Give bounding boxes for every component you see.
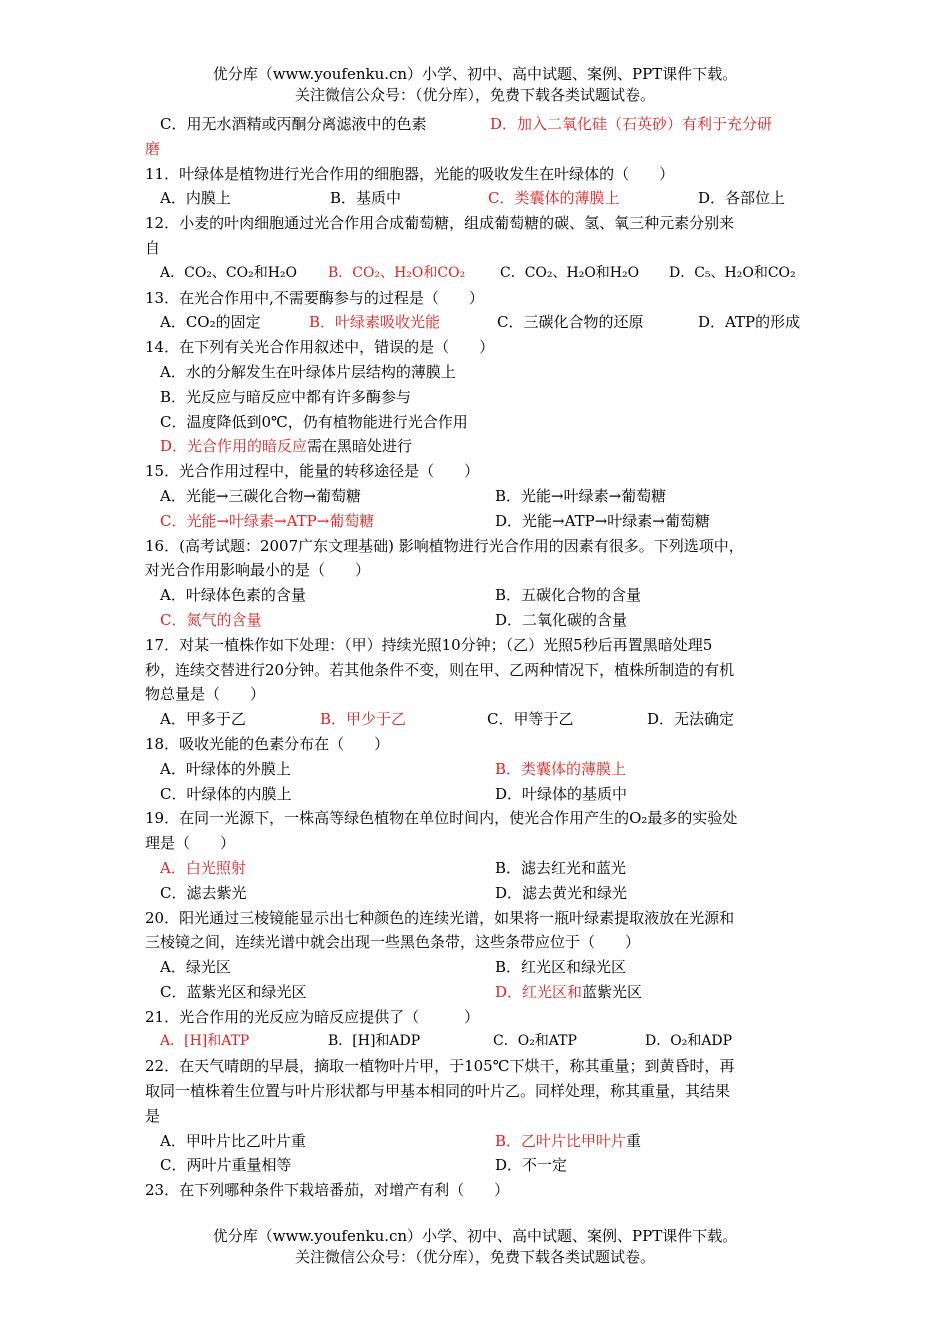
- q12-option-a: A．CO₂、CO₂和H₂O: [160, 264, 298, 281]
- q18-option-d: D．叶绿体的基质中: [495, 784, 628, 803]
- q11-options: [145, 186, 810, 211]
- q11-option-d: D．各部位上: [698, 189, 786, 208]
- q12-stem-2: 自: [145, 238, 161, 257]
- q13-stem: 13．在光合作用中,不需要酶参与的过程是（ ）: [145, 288, 484, 307]
- q20-stem-1: 20．阳光通过三棱镜能显示出七种颜色的连续光谱，如果将一瓶叶绿素提取液放在光源和: [145, 908, 735, 927]
- q22-option-b-answer: B．乙叶片比甲叶片: [495, 1131, 627, 1150]
- q17-stem-2: 秒，连续交替进行20分钟。若其他条件不变，则在甲、乙两种情况下，植株所制造的有机: [145, 660, 735, 679]
- q18-options-ab: [145, 757, 810, 782]
- footer-line-1: 优分库（www.youfenku.cn）小学、初中、高中试题、案例、PPT课件下载。: [212, 1227, 738, 1245]
- q20-stem-2: 三棱镜之间，连续光谱中就会出现一些黑色条带，这些条带应位于（ ）: [145, 933, 641, 952]
- q22-option-b: [495, 1129, 641, 1154]
- q14-option-c: C．温度降低到0℃，仍有植物能进行光合作用: [160, 412, 468, 431]
- q17-stem-3: 物总量是（ ）: [145, 685, 266, 704]
- q16-options-ab: [145, 583, 810, 608]
- q19-option-c: C．滤去紫光: [160, 883, 247, 902]
- q18-option-b: B．类囊体的薄膜上: [495, 759, 627, 778]
- q12-option-c: C．CO₂、H₂O和H₂O: [500, 264, 640, 281]
- header-line-1: 优分库（www.youfenku.cn）小学、初中、高中试题、案例、PPT课件下载。: [212, 65, 738, 83]
- q19-option-d: D．滤去黄光和绿光: [495, 883, 628, 902]
- q23-stem: 23．在下列哪种条件下栽培番茄，对增产有利（ ）: [145, 1181, 510, 1200]
- q18-option-a: A．叶绿体的外膜上: [160, 759, 291, 778]
- q17-stem-1: 17．对某一植株作如下处理：（甲）持续光照10分钟；（乙）光照5秒后再置黑暗处理5: [145, 635, 713, 654]
- q14-option-d-rest: 需在黑暗处进行: [307, 437, 413, 456]
- q21-option-b: B．[H]和ADP: [328, 1033, 421, 1050]
- q13-option-a: A．CO₂的固定: [160, 313, 261, 332]
- q17-option-d: D．无法确定: [647, 710, 735, 729]
- q14-option-d: [145, 434, 810, 459]
- q12-stem-1: 12．小麦的叶肉细胞通过光合作用合成葡萄糖，组成葡萄糖的碳、氢、氧三种元素分别来: [145, 214, 735, 233]
- q15-option-b: B．光能→叶绿素→葡萄糖: [495, 486, 667, 505]
- page-header: [0, 64, 950, 106]
- q16-options-cd: [145, 608, 810, 633]
- q14-option-a: A．水的分解发生在叶绿体片层结构的薄膜上: [160, 362, 456, 381]
- q18-option-c: C．叶绿体的内膜上: [160, 784, 292, 803]
- q16-stem-2: 对光合作用影响最小的是（ ）: [145, 561, 371, 580]
- q20-option-b: B．红光区和绿光区: [495, 958, 627, 977]
- q16-option-a: A．叶绿体色素的含量: [160, 586, 306, 605]
- q17-option-b: B．甲少于乙: [320, 710, 407, 729]
- q10-option-c: C．用无水酒精或丙酮分离滤液中的色素: [160, 115, 427, 133]
- q20-option-c: C．蓝紫光区和绿光区: [160, 982, 307, 1001]
- q20-option-d-rest: 蓝紫光区: [582, 982, 643, 1001]
- q20-option-d: [495, 980, 642, 1005]
- q16-stem-1: 16．(高考试题：2007广东文理基础) 影响植物进行光合作用的因素有很多。下列选项中，: [145, 536, 744, 555]
- q16-option-b: B．五碳化合物的含量: [495, 586, 642, 605]
- q15-option-d: D．光能→ATP→叶绿素→葡萄糖: [495, 511, 710, 530]
- q20-option-a: A．绿光区: [160, 958, 231, 977]
- q19-option-b: B．滤去红光和蓝光: [495, 858, 627, 877]
- q22-option-a: A．甲叶片比乙叶片重: [160, 1131, 306, 1150]
- q19-stem-1: 19．在同一光源下，一株高等绿色植物在单位时间内，使光合作用产生的O₂最多的实验处: [145, 809, 738, 828]
- q15-options-cd: [145, 509, 810, 534]
- q21-option-a: A．[H]和ATP: [160, 1033, 250, 1050]
- q11-option-c: C．类囊体的薄膜上: [488, 189, 620, 208]
- q18-stem: 18．吸收光能的色素分布在（ ）: [145, 734, 390, 753]
- q17-option-c: C．甲等于乙: [487, 710, 574, 729]
- q18-options-cd: [145, 782, 810, 807]
- q15-option-a: A．光能→三碳化合物→葡萄糖: [160, 486, 361, 505]
- q19-option-a: A．白光照射: [160, 858, 246, 877]
- q20-options-cd: [145, 980, 810, 1005]
- q12-option-b: B．CO₂、H₂O和CO₂: [328, 264, 466, 281]
- question-list: [145, 112, 810, 1203]
- q12-options: [145, 261, 810, 286]
- q19-options-cd: [145, 881, 810, 906]
- q19-options-ab: [145, 856, 810, 881]
- q17-option-a: A．甲多于乙: [160, 710, 246, 729]
- q22-stem-2: 取同一植株着生位置与叶片形状都与甲基本相同的叶片乙。同样处理，称其重量，其结果: [145, 1082, 731, 1101]
- q13-option-b: B．叶绿素吸收光能: [309, 313, 441, 332]
- q13-option-c: C．三碳化合物的还原: [497, 313, 644, 332]
- q20-option-d-answer: D．红光区和: [495, 982, 583, 1001]
- q22-option-d: D．不一定: [495, 1156, 568, 1175]
- q10-option-d: D．加入二氧化硅（石英砂）有利于充分研: [490, 115, 773, 133]
- q15-option-c: C．光能→叶绿素→ATP→葡萄糖: [160, 511, 375, 530]
- q13-options: [145, 310, 810, 335]
- q10-options: [145, 112, 810, 137]
- q19-stem-2: 理是（ ）: [145, 834, 236, 853]
- q14-option-d-answer: D．光合作用的暗反应: [160, 437, 308, 456]
- q15-options-ab: [145, 484, 810, 509]
- q22-option-c: C．两叶片重量相等: [160, 1156, 292, 1175]
- q11-stem: 11．叶绿体是植物进行光合作用的细胞器，光能的吸收发生在叶绿体的（ ）: [145, 164, 675, 183]
- q14-option-b: B．光反应与暗反应中都有许多酶参与: [160, 387, 412, 406]
- q11-option-a: A．内膜上: [160, 189, 231, 208]
- q13-option-d: D．ATP的形成: [698, 313, 801, 332]
- q16-option-c: C．氮气的含量: [160, 610, 262, 629]
- q22-stem-1: 22．在天气晴朗的早晨，摘取一植物叶片甲，于105℃下烘干，称其重量；到黄昏时，再: [145, 1057, 735, 1076]
- q21-stem: 21．光合作用的光反应为暗反应提供了（ ）: [145, 1007, 480, 1026]
- q20-options-ab: [145, 955, 810, 980]
- q22-options-cd: [145, 1153, 810, 1178]
- q10-option-d-cont: 磨: [145, 139, 161, 158]
- q11-option-b: B．基质中: [330, 189, 402, 208]
- q22-stem-3: 是: [145, 1106, 161, 1125]
- page-footer: [0, 1226, 950, 1268]
- q22-option-b-rest: 重: [626, 1131, 642, 1150]
- q21-options: [145, 1029, 810, 1054]
- q22-options-ab: [145, 1129, 810, 1154]
- q14-stem: 14．在下列有关光合作用叙述中，错误的是（ ）: [145, 338, 495, 357]
- footer-line-2: 关注微信公众号：（优分库），免费下载各类试题试卷。: [294, 1248, 655, 1266]
- q16-option-d: D．二氧化碳的含量: [495, 610, 628, 629]
- q17-options: [145, 707, 810, 732]
- header-line-2: 关注微信公众号：（优分库），免费下载各类试题试卷。: [294, 86, 655, 104]
- q15-stem: 15．光合作用过程中，能量的转移途径是（ ）: [145, 462, 480, 481]
- q21-option-c: C．O₂和ATP: [493, 1033, 577, 1050]
- q12-option-d: D．C₅、H₂O和CO₂: [669, 264, 796, 281]
- q21-option-d: D．O₂和ADP: [645, 1033, 733, 1050]
